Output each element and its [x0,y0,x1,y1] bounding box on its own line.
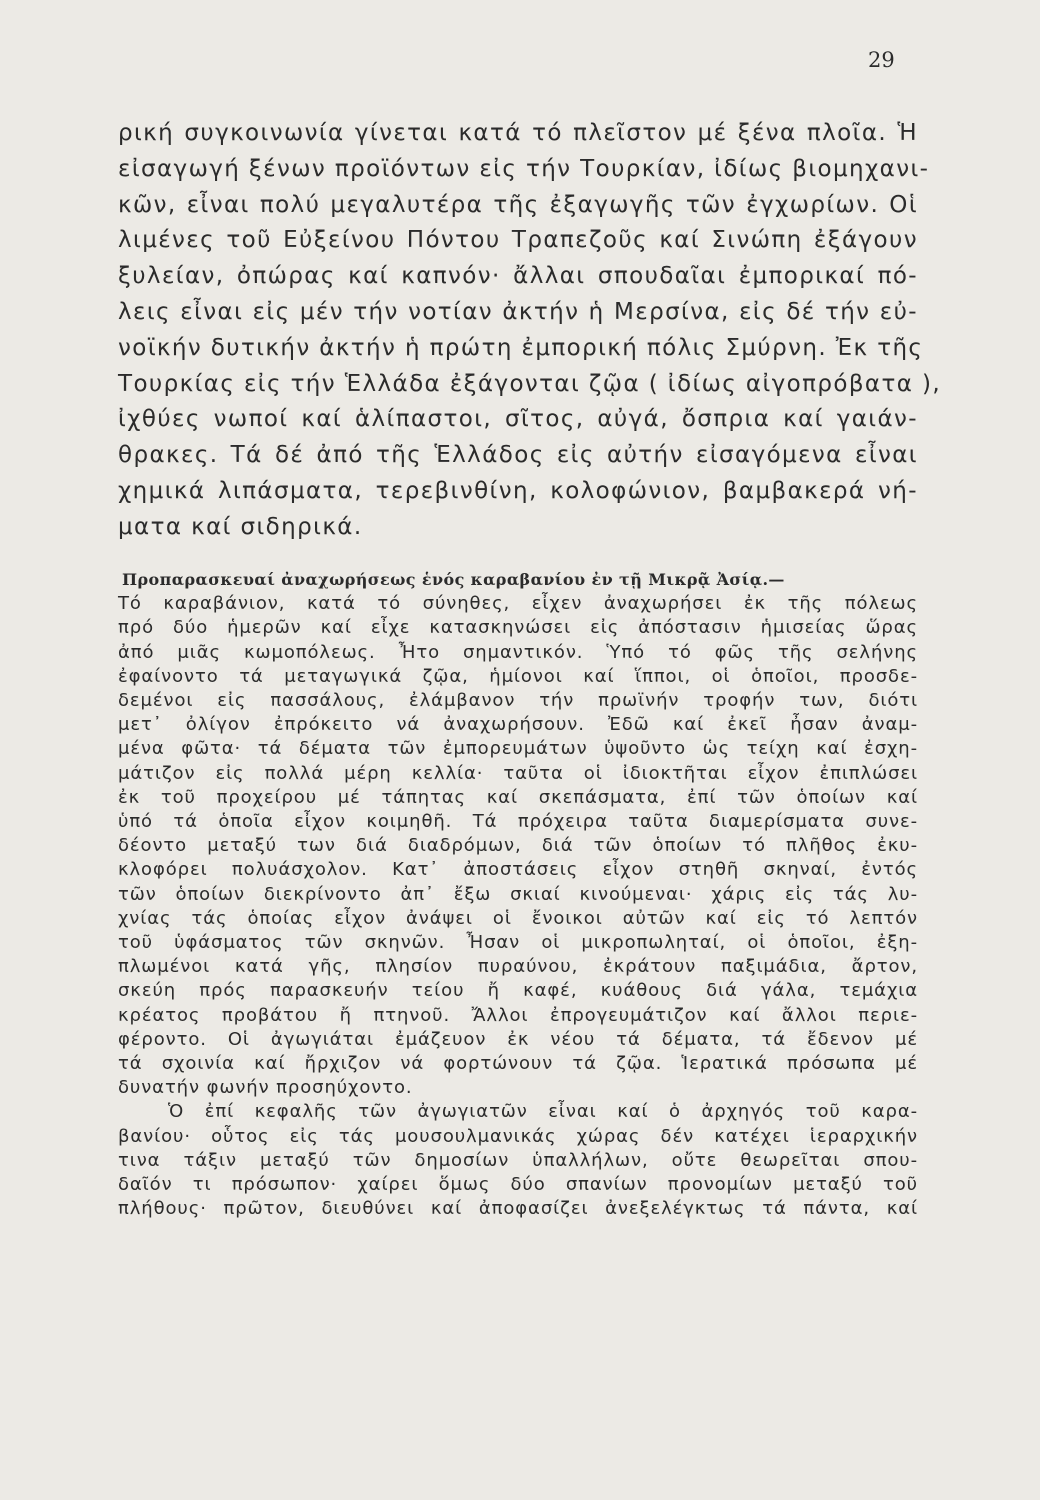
page-number: 29 [868,48,895,72]
text-line: πλήθους· πρῶτον, διευθύνει καί ἀποφασίζει ἀνεξελέγκτως τά πάντα, καί [118,1198,918,1220]
text-line: δυνατήν φωνήν προσηύχοντο. [118,1077,413,1099]
text-line: πρό δύο ἡμερῶν καί εἶχε κατασκηνώσει εἰς ἀπόστασιν ἡμισείας ὥρας [118,617,918,639]
caravan-section [118,568,918,1221]
paragraph-trade [118,116,942,546]
text-line: χημικά λιπάσματα, τερεβινθίνη, κολοφώνιον, βαμβακερά νή- [118,477,918,504]
text-line: μάτιζον εἰς πολλά μέρη κελλία· ταῦτα οἱ ἰδιοκτῆται εἶχον ἐπιπλώσει [118,762,918,784]
text-line: βανίου· οὗτος εἰς τάς μουσουλμανικάς χώρας δέν κατέχει ἱεραρχικήν [118,1125,918,1147]
text-line: τινα τάξιν μεταξύ τῶν δημοσίων ὑπαλλήλων, οὔτε θεωρεῖται σπου- [118,1149,918,1171]
text-line: τοῦ ὑφάσματος τῶν σκηνῶν. Ἦσαν οἱ μικροπωληταί, οἱ ὁποῖοι, ἐξη- [118,932,918,954]
text-line: φέροντο. Οἱ ἀγωγιάται ἐμάζευον ἐκ νέου τά δέματα, τά ἔδενον μέ [118,1028,918,1050]
text-line: ματα καί σιδηρικά. [118,513,363,540]
text-line: τά σχοινία καί ἤρχιζον νά φορτώνουν τά ζῷα. Ἱερατικά πρόσωπα μέ [118,1053,918,1075]
text-line: κλοφόρει πολυάσχολον. Κατ᾿ ἀποστάσεις εἶχον στηθῆ σκηναί, ἐντός [118,859,918,881]
text-line: δεμένοι εἰς πασσάλους, ἐλάμβανον τήν πρωϊνήν τροφήν των, διότι [118,690,918,712]
text-line: δέοντο μεταξύ των διά διαδρόμων, διά τῶν ὁποίων τό πλῆθος ἐκυ- [118,835,918,857]
text-line: μένα φῶτα· τά δέματα τῶν ἐμπορευμάτων ὑψοῦντο ὡς τείχη καί ἐσχη- [118,738,918,760]
text-line: λεις εἶναι εἰς μέν τήν νοτίαν ἀκτήν ἡ Μερσίνα, εἰς δέ τήν εὐ- [118,298,918,325]
section-heading: Προπαρασκευαί ἀναχωρήσεως ἑνός καραβανίου ἐν τῇ Μικρᾷ Ἀσίᾳ.— [122,570,785,589]
text-line: τῶν ὁποίων διεκρίνοντο ἀπ᾿ ἔξω σκιαί κινούμεναι· χάρις εἰς τάς λυ- [118,883,918,905]
text-line: σκεύη πρός παρασκευήν τείου ἤ καφέ, κυάθους διά γάλα, τεμάχια [118,980,918,1002]
text-line: πλωμένοι κατά γῆς, πλησίον πυραύνου, ἐκράτουν παξιμάδια, ἄρτον, [118,956,918,978]
text-line: Ὁ ἐπί κεφαλῆς τῶν ἀγωγιατῶν εἶναι καί ὁ ἀρχηγός τοῦ καρα- [168,1101,918,1123]
text-line: κῶν, εἶναι πολύ μεγαλυτέρα τῆς ἐξαγωγῆς τῶν ἐγχωρίων. Οἱ [118,191,918,218]
text-line: χνίας τάς ὁποίας εἶχον ἀνάψει οἱ ἔνοικοι αὐτῶν καί εἰς τό λεπτόν [118,907,918,929]
text-line: δαῖόν τι πρόσωπον· χαίρει ὅμως δύο σπανίων προνομίων μεταξύ τοῦ [118,1174,918,1196]
text-line: ὑπό τά ὁποῖα εἶχον κοιμηθῆ. Τά πρόχειρα ταῦτα διαμερίσματα συνε- [118,811,918,833]
text-line: θρακες. Τά δέ ἀπό τῆς Ἑλλάδος εἰς αὐτήν εἰσαγόμενα εἶναι [118,442,918,469]
text-line: εἰσαγωγή ξένων προϊόντων εἰς τήν Τουρκίαν, ἰδίως βιομηχανι- [118,155,930,182]
text-line: νοϊκήν δυτικήν ἀκτήν ἡ πρώτη ἐμπορική πόλις Σμύρνη. Ἐκ τῆς [118,334,924,361]
text-line: μετ᾿ ὀλίγον ἐπρόκειτο νά ἀναχωρήσουν. Ἐδῶ καί ἐκεῖ ἦσαν ἀναμ- [118,714,918,736]
text-line: Τό καραβάνιον, κατά τό σύνηθες, εἶχεν ἀναχωρήσει ἐκ τῆς πόλεως [118,593,918,615]
text-line: Τουρκίας εἰς τήν Ἑλλάδα ἐξάγονται ζῷα ( ἰδίως αἰγοπρόβατα ), [118,370,942,397]
text-line: λιμένες τοῦ Εὐξείνου Πόντου Τραπεζοῦς καί Σινώπη ἐξάγουν [118,227,918,254]
text-line: ἰχθύες νωποί καί ἁλίπαστοι, σῖτος, αὐγά, ὄσπρια καί γαιάν- [118,406,918,433]
text-line: ἐφαίνοντο τά μεταγωγικά ζῷα, ἡμίονοι καί ἵπποι, οἱ ὁποῖοι, προσδε- [118,665,918,687]
text-line: ρική συγκοινωνία γίνεται κατά τό πλεῖστον μέ ξένα πλοῖα. Ἡ [118,120,918,146]
text-line: ξυλείαν, ὀπώρας καί καπνόν· ἄλλαι σπουδαῖαι ἐμπορικαί πό- [118,263,918,290]
text-line: ἐκ τοῦ προχείρου μέ τάπητας καί σκεπάσματα, ἐπί τῶν ὁποίων καί [118,786,918,808]
text-line: κρέατος προβάτου ἤ πτηνοῦ. Ἄλλοι ἐπρογευμάτιζον καί ἄλλοι περιε- [118,1004,918,1026]
text-line: ἀπό μιᾶς κωμοπόλεως. Ἦτο σημαντικόν. Ὑπό τό φῶς τῆς σελήνης [118,641,918,663]
section-heading-row [118,568,918,592]
